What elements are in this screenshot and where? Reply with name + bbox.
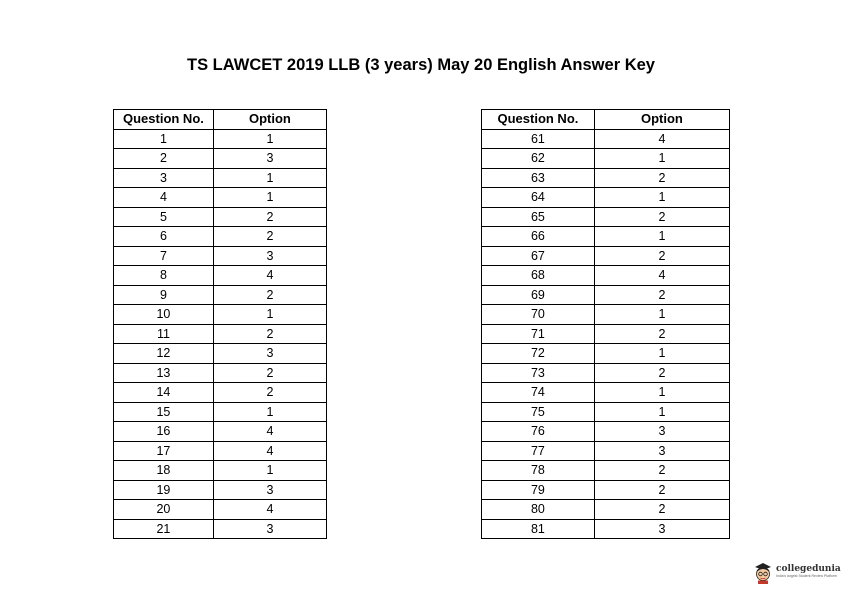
option-cell: 1 (594, 305, 729, 325)
column-header-question: Question No. (114, 110, 214, 130)
option-cell: 2 (213, 207, 326, 227)
option-cell: 3 (213, 149, 326, 169)
table-row (482, 500, 730, 520)
table-row (482, 480, 730, 500)
question-number-cell: 81 (482, 519, 595, 539)
table-row (114, 285, 327, 305)
option-cell: 1 (213, 305, 326, 325)
question-number-cell: 2 (114, 149, 214, 169)
collegedunia-logo (752, 560, 841, 584)
question-number-cell: 17 (114, 441, 214, 461)
table-row (482, 305, 730, 325)
column-header-question: Question No. (482, 110, 595, 130)
table-row (482, 422, 730, 442)
option-cell: 3 (594, 441, 729, 461)
table-row (482, 129, 730, 149)
question-number-cell: 16 (114, 422, 214, 442)
option-cell: 1 (594, 402, 729, 422)
logo-name: collegedunia (776, 564, 841, 575)
question-number-cell: 19 (114, 480, 214, 500)
option-cell: 1 (213, 188, 326, 208)
table-row (114, 129, 327, 149)
option-cell: 3 (213, 480, 326, 500)
option-cell: 1 (213, 168, 326, 188)
question-number-cell: 3 (114, 168, 214, 188)
option-cell: 2 (594, 500, 729, 520)
question-number-cell: 80 (482, 500, 595, 520)
question-number-cell: 74 (482, 383, 595, 403)
table-row (482, 519, 730, 539)
question-number-cell: 78 (482, 461, 595, 481)
question-number-cell: 76 (482, 422, 595, 442)
question-number-cell: 73 (482, 363, 595, 383)
option-cell: 4 (213, 266, 326, 286)
table-row (482, 344, 730, 364)
question-number-cell: 68 (482, 266, 595, 286)
table-row (114, 344, 327, 364)
table-row (114, 422, 327, 442)
question-number-cell: 11 (114, 324, 214, 344)
table-header-row (114, 110, 327, 130)
option-cell: 1 (594, 149, 729, 169)
table-row (482, 188, 730, 208)
question-number-cell: 67 (482, 246, 595, 266)
table-row (114, 149, 327, 169)
option-cell: 2 (213, 227, 326, 247)
option-cell: 3 (213, 246, 326, 266)
question-number-cell: 5 (114, 207, 214, 227)
question-number-cell: 21 (114, 519, 214, 539)
table-header-row (482, 110, 730, 130)
table-row (114, 519, 327, 539)
option-cell: 4 (213, 500, 326, 520)
table-row (114, 168, 327, 188)
table-row (114, 266, 327, 286)
table-row (114, 227, 327, 247)
question-number-cell: 14 (114, 383, 214, 403)
table-row (114, 441, 327, 461)
question-number-cell: 64 (482, 188, 595, 208)
table-row (114, 246, 327, 266)
logo-tagline: India's largest Student Review Platform (776, 574, 837, 579)
option-cell: 3 (594, 422, 729, 442)
option-cell: 2 (213, 363, 326, 383)
table-row (114, 188, 327, 208)
question-number-cell: 20 (114, 500, 214, 520)
option-cell: 3 (213, 519, 326, 539)
question-number-cell: 7 (114, 246, 214, 266)
table-row (482, 207, 730, 227)
option-cell: 2 (594, 480, 729, 500)
question-number-cell: 63 (482, 168, 595, 188)
option-cell: 2 (594, 168, 729, 188)
question-number-cell: 18 (114, 461, 214, 481)
question-number-cell: 10 (114, 305, 214, 325)
option-cell: 1 (594, 227, 729, 247)
table-row (482, 149, 730, 169)
question-number-cell: 1 (114, 129, 214, 149)
option-cell: 1 (213, 402, 326, 422)
question-number-cell: 6 (114, 227, 214, 247)
table-row (114, 383, 327, 403)
column-header-option: Option (213, 110, 326, 130)
option-cell: 3 (594, 519, 729, 539)
option-cell: 2 (594, 363, 729, 383)
option-cell: 2 (594, 207, 729, 227)
page-title: TS LAWCET 2019 LLB (3 years) May 20 English Answer Key (187, 56, 655, 74)
answer-key-table-left (113, 109, 327, 539)
question-number-cell: 66 (482, 227, 595, 247)
table-row (482, 285, 730, 305)
question-number-cell: 72 (482, 344, 595, 364)
question-number-cell: 61 (482, 129, 595, 149)
question-number-cell: 13 (114, 363, 214, 383)
option-cell: 2 (213, 324, 326, 344)
option-cell: 2 (594, 324, 729, 344)
student-mascot-icon (752, 560, 774, 584)
question-number-cell: 71 (482, 324, 595, 344)
table-row (482, 168, 730, 188)
question-number-cell: 12 (114, 344, 214, 364)
table-row (114, 461, 327, 481)
table-row (482, 266, 730, 286)
question-number-cell: 4 (114, 188, 214, 208)
option-cell: 1 (213, 129, 326, 149)
option-cell: 2 (594, 461, 729, 481)
table-row (114, 305, 327, 325)
question-number-cell: 62 (482, 149, 595, 169)
question-number-cell: 65 (482, 207, 595, 227)
question-number-cell: 69 (482, 285, 595, 305)
option-cell: 4 (594, 129, 729, 149)
question-number-cell: 79 (482, 480, 595, 500)
option-cell: 4 (213, 422, 326, 442)
table-row (482, 363, 730, 383)
option-cell: 1 (594, 383, 729, 403)
table-row (114, 402, 327, 422)
question-number-cell: 75 (482, 402, 595, 422)
table-row (482, 402, 730, 422)
table-row (482, 383, 730, 403)
option-cell: 2 (594, 246, 729, 266)
answer-key-table-right (481, 109, 730, 539)
table-row (482, 246, 730, 266)
table-row (114, 207, 327, 227)
column-header-option: Option (594, 110, 729, 130)
question-number-cell: 77 (482, 441, 595, 461)
option-cell: 2 (213, 285, 326, 305)
option-cell: 4 (594, 266, 729, 286)
question-number-cell: 15 (114, 402, 214, 422)
table-row (114, 500, 327, 520)
table-row (114, 480, 327, 500)
question-number-cell: 8 (114, 266, 214, 286)
table-row (482, 461, 730, 481)
table-row (482, 324, 730, 344)
option-cell: 2 (213, 383, 326, 403)
question-number-cell: 9 (114, 285, 214, 305)
option-cell: 1 (594, 188, 729, 208)
question-number-cell: 70 (482, 305, 595, 325)
table-row (482, 227, 730, 247)
table-row (482, 441, 730, 461)
table-row (114, 363, 327, 383)
option-cell: 2 (594, 285, 729, 305)
table-row (114, 324, 327, 344)
option-cell: 1 (594, 344, 729, 364)
option-cell: 1 (213, 461, 326, 481)
option-cell: 4 (213, 441, 326, 461)
option-cell: 3 (213, 344, 326, 364)
